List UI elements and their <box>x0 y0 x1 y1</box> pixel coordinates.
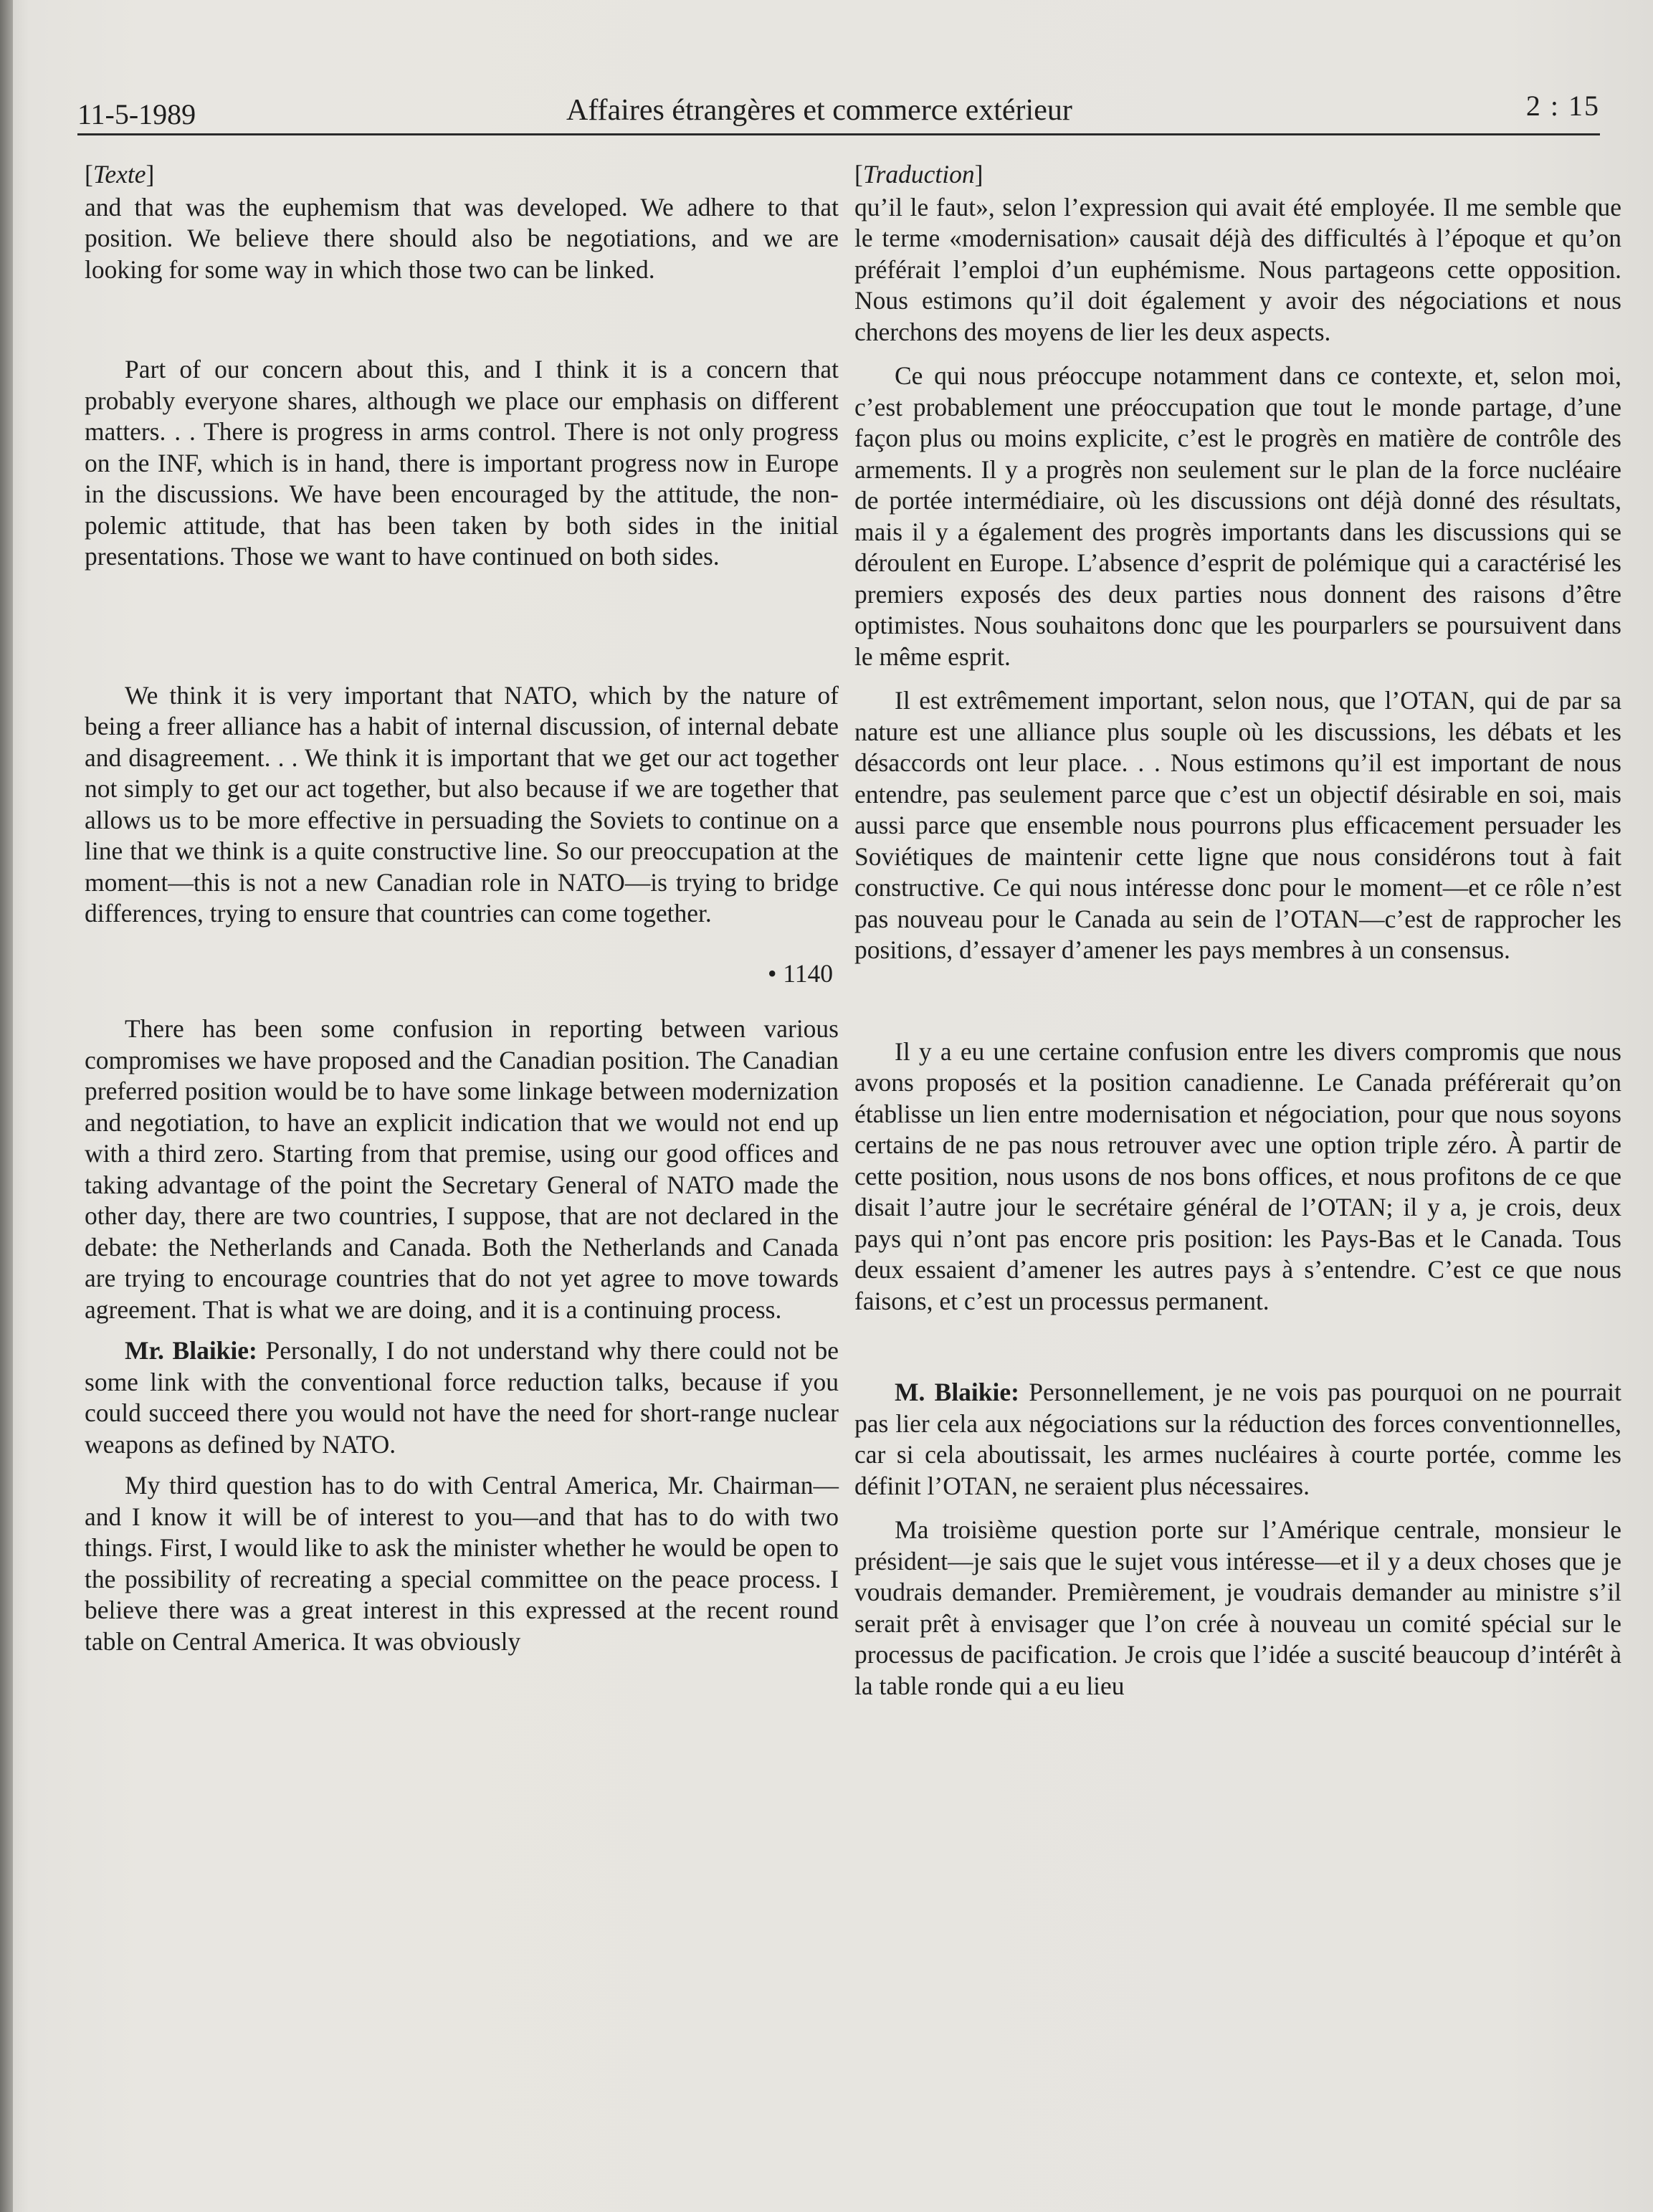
paragraph: Part of our concern about this, and I think it is a concern that probably everyone shares, although we place our emphasis on different matters. . . There is progress in arms control. There is not only progress on the INF, which is in hand, there is important progress now in Europe in the discussions. We have been encouraged by the attitude, the non-polemic attitude, that has been taken by both sides in the initial presentations. Those we want to have continued on both sides. <box>85 355 839 571</box>
translation-marker: [Traduction] <box>854 160 983 189</box>
speaker-name: Mr. Blaikie: <box>125 1336 257 1365</box>
speech-text: Personnellement, je ne vois pas pourquoi on ne pourrait pas lier cela aux négociations sur la réduction des forces conventionnelles, car si cela aboutissait, les armes nucléaires à courte portée, comme les définit l’OTAN, ne seraient plus nécessaires. <box>854 1378 1621 1500</box>
paragraph: Ce qui nous préoccupe notamment dans ce contexte, et, selon moi, c’est probablement une préoccupation que tout le monde partage, d’une façon plus ou moins explicite, c’est le progrès en matière de contrôle des armements. Il y a progrès non seulement sur le plan de la force nucléaire de portée intermédiaire, où les discussions ont déjà donné des résultats, mais il y a également des progrès importants dans les discussions qui se déroulent en Europe. L’absence d’esprit de polémique qui a caractérisé les premiers exposés des deux parties nous donnent des raisons d’être optimistes. Nous souhaitons donc que les pourparlers se poursuivent dans le même esprit. <box>854 361 1621 671</box>
header-date: 11-5-1989 <box>77 98 196 130</box>
header-page-number: 2 : 15 <box>1525 90 1600 122</box>
speech-text: Personally, I do not understand why there could not be some link with the conventional force reduction talks, because if you could succeed there you would not have the need for short-range nuclear weapons as defined by NATO. <box>85 1336 839 1459</box>
paragraph: qu’il le faut», selon l’expression qui avait été employée. Il me semble que le terme «modernisation» causait déjà des difficultés à l’époque et qu’on préférait l’emploi d’un euphémisme. Nous partageons cette opposition. Nous estimons qu’il doit également y avoir des négociations et nous cherchons des moyens de lier les deux aspects. <box>854 192 1621 346</box>
page-header <box>77 85 1600 135</box>
speaker-name: M. Blaikie: <box>895 1378 1019 1406</box>
paragraph: My third question has to do with Central America, Mr. Chairman—and I know it will be of interest to you—and that has to do with two things. First, I would like to ask the minister whether he would be open to the possibility of recreating a special committee on the peace process. I believe there was a great interest in this expressed at the recent round table on Central America. It was obviously <box>85 1471 839 1656</box>
paragraph: Il y a eu une certaine confusion entre les divers compromis que nous avons proposés et la position canadienne. Le Canada préférerait qu’on établisse un lien entre modernisation et négociation, pour que nous soyons certains de ne pas nous retrouver avec une option triple zéro. À partir de cette position, nous usons de nos bons offices, et nous profitons de ce que disait l’autre jour le secrétaire général de l’OTAN; il y a, je crois, deux pays qui n’ont pas encore pris position: les Pays-Bas et le Canada. Tous deux essaient d’amener les autres pays à s’entendre. C’est ce que nous faisons, et c’est un processus permanent. <box>854 1036 1621 1315</box>
paragraph: and that was the euphemism that was developed. We adhere to that position. We believe there should also be negotiations, and we are looking for some way in which those two can be linked. <box>85 192 839 284</box>
header-title: Affaires étrangères et commerce extérieur <box>566 94 1072 127</box>
speaker-paragraph <box>85 1335 839 1460</box>
paragraph: Ma troisième question porte sur l’Amérique centrale, monsieur le président—je sais que le sujet vous intéresse—et il y a deux choses que je voudrais demander. Premièrement, je voudrais demander au ministre s’il serait prêt à envisager que l’on crée à nouveau un comité spécial sur le processus de pacification. Je crois que l’idée a suscité beaucoup d’intérêt à la table ronde qui a eu lieu <box>854 1515 1621 1700</box>
header-rule <box>77 133 1600 135</box>
text-marker: [Texte] <box>85 160 155 189</box>
time-marker: • 1140 <box>768 958 833 988</box>
speaker-paragraph <box>854 1377 1621 1502</box>
paragraph: There has been some confusion in reporting between various compromises we have proposed and the Canadian position. The Canadian preferred position would be to have some linkage between modernization and negotiation, to have an explicit indication that we would not end up with a third zero. Starting from that premise, using our good offices and taking advantage of the point the Secretary General of NATO made the other day, there are two countries, I suppose, that are not declared in the debate: the Netherlands and Canada. Both the Netherlands and Canada are trying to encourage countries that do not yet agree to move towards agreement. That is what we are doing, and it is a continuing process. <box>85 1014 839 1324</box>
paragraph: We think it is very important that NATO, which by the nature of being a freer alliance has a habit of internal discussion, of internal debate and disagreement. . . We think it is important that we get our act together not simply to get our act together, but also because if we are together that allows us to be more effective in persuading the Soviets to continue on a line that we think is a quite constructive line. So our preoccupation at the moment—this is not a new Canadian role in NATO—is trying to bridge differences, trying to ensure that countries can come together. <box>85 680 839 928</box>
french-column <box>854 159 1621 1702</box>
english-column <box>85 159 839 1657</box>
paragraph: Il est extrêmement important, selon nous, que l’OTAN, qui de par sa nature est une alliance plus souple où les discussions, les débats et les désaccords ont leur place. . . Nous estimons qu’il est important de nous entendre, pas seulement parce que c’est un objectif désirable en soi, mais aussi parce que ensemble nous pourrons plus efficacement persuader les Soviétiques de maintenir cette ligne que nous considérons tout à fait constructive. Ce qui nous intéresse donc pour le moment—et ce rôle n’est pas nouveau pour le Canada au sein de l’OTAN—c’est de rapprocher les positions, d’essayer d’amener les pays membres à un consensus. <box>854 686 1621 964</box>
page-binding-edge <box>0 0 13 2212</box>
